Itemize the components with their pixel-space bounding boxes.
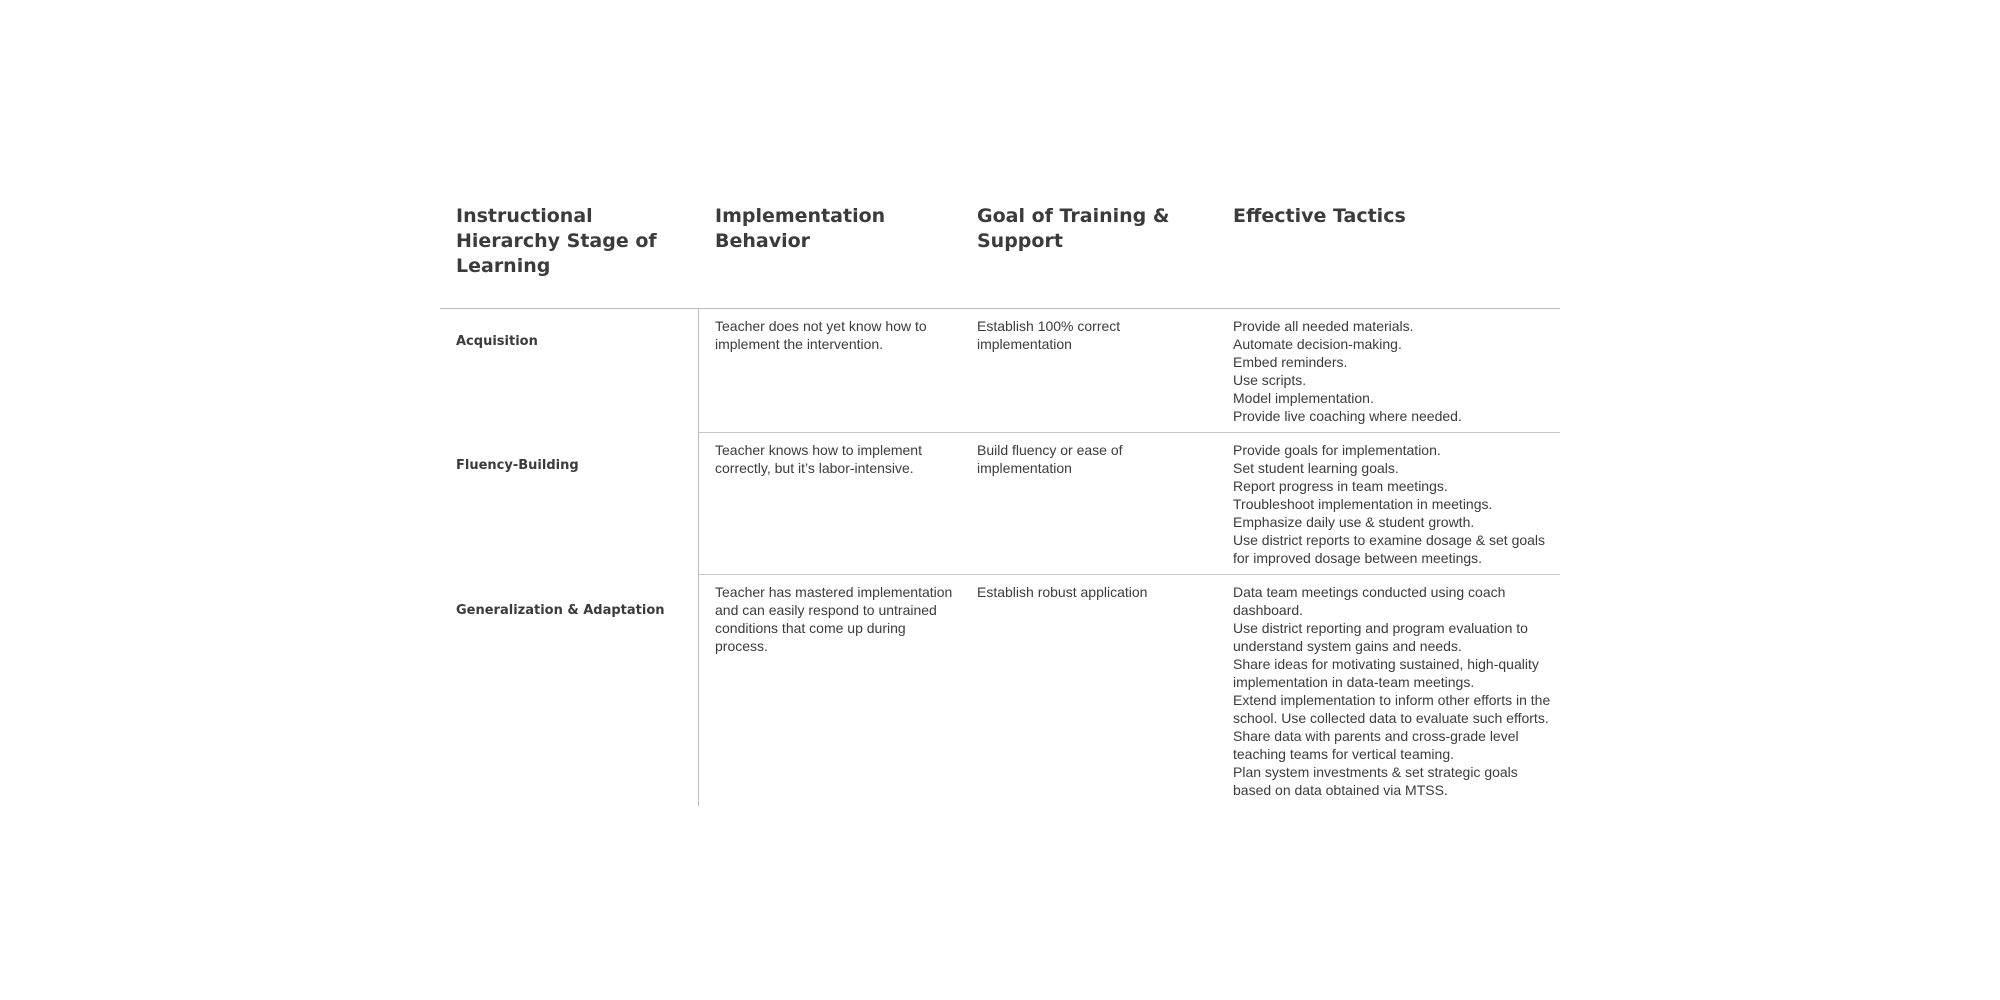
tactic-item: Extend implementation to inform other efforts in the school. Use collected data to evaluate such efforts. Share data with parents and cross-grade level teaching teams for vertical teaming. [1233, 692, 1551, 762]
goal-cell: Build fluency or ease of implementation [977, 442, 1123, 476]
tactic-item: Automate decision-making. [1233, 336, 1402, 352]
tactics-cell [1233, 583, 1553, 799]
tactic-item: Emphasize daily use & student growth. [1233, 514, 1475, 530]
tactic-item: Share ideas for motivating sustained, high-quality implementation in data-team meetings. [1233, 656, 1539, 690]
tactic-item: Provide live coaching where needed. [1233, 408, 1462, 424]
tactic-item: Plan system investments & set strategic goals based on data obtained via MTSS. [1233, 764, 1518, 798]
row-divider [699, 574, 1560, 575]
tactic-item: Report progress in team meetings. [1233, 478, 1448, 494]
tactic-item: Model implementation. [1233, 390, 1374, 406]
goal-cell: Establish 100% correct implementation [977, 318, 1121, 352]
behavior-cell: Teacher knows how to implement correctly, but it’s labor-intensive. [715, 442, 922, 476]
table-row-acquisition [440, 308, 1560, 432]
tactic-item: Use district reporting and program evaluation to understand system gains and needs. [1233, 620, 1528, 654]
tactic-item: Set student learning goals. [1233, 460, 1399, 476]
goal-cell: Establish robust application [977, 584, 1148, 600]
stage-label: Generalization & Adaptation [456, 603, 665, 618]
behavior-cell: Teacher does not yet know how to implement the intervention. [715, 318, 927, 352]
header-stage: Instructional Hierarchy Stage of Learning [456, 205, 657, 277]
header-goal: Goal of Training & Support [977, 205, 1170, 252]
table-header-row [440, 204, 1560, 308]
stage-label: Acquisition [456, 334, 538, 349]
table-row-generalization-adaptation [440, 574, 1560, 806]
tactic-item: Troubleshoot implementation in meetings. [1233, 496, 1493, 512]
tactic-item: Embed reminders. [1233, 354, 1348, 370]
tactics-cell [1233, 441, 1553, 567]
header-behavior: Implementation Behavior [715, 205, 886, 252]
stage-label: Fluency-Building [456, 458, 579, 473]
tactic-item: Use scripts. [1233, 372, 1307, 388]
table-row-fluency-building [440, 432, 1560, 574]
behavior-cell: Teacher has mastered implementation and can easily respond to untrained conditions that come up during process. [715, 584, 953, 654]
tactics-cell [1233, 317, 1553, 425]
tactic-item: Use district reports to examine dosage & set goals for improved dosage between meetings. [1233, 532, 1546, 566]
tactic-item: Provide all needed materials. [1233, 318, 1414, 334]
row-divider [699, 432, 1560, 433]
tactic-item: Provide goals for implementation. [1233, 442, 1441, 458]
header-tactics: Effective Tactics [1233, 205, 1406, 227]
instructional-hierarchy-table [440, 204, 1560, 798]
tactic-item: Data team meetings conducted using coach dashboard. [1233, 584, 1506, 618]
